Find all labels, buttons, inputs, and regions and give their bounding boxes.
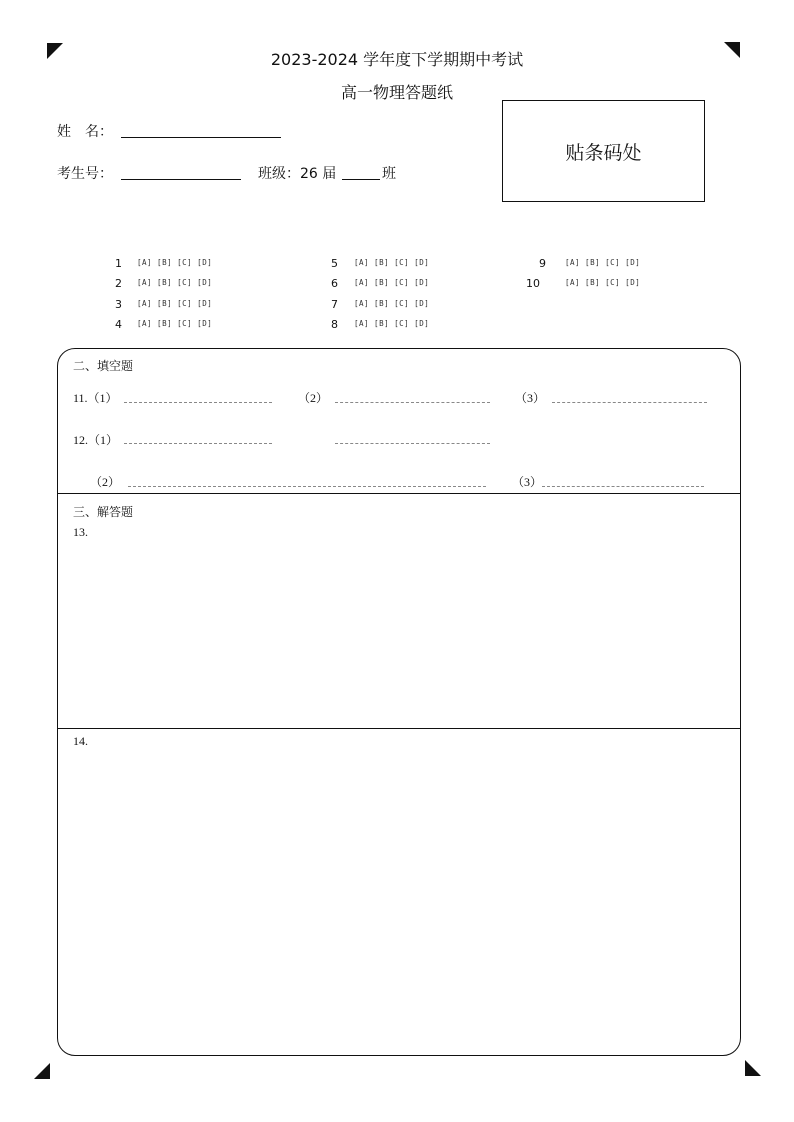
q12-part2-blank[interactable] [128,486,486,487]
exam-number-label: 考生号： [57,166,113,182]
corner-mark-bottom-left [34,1063,50,1079]
mc-answer-options[interactable]: [A] [B] [C] [D] [354,319,430,328]
class-field[interactable] [342,179,380,180]
mc-question-number: 4 [115,318,122,331]
corner-mark-bottom-right [745,1060,761,1076]
q13-answer-area[interactable] [58,540,740,726]
q12-label: 12.（1） [73,433,119,447]
section-divider [57,493,741,494]
q11-part3-blank[interactable] [552,402,707,403]
q11-part2-label: （2） [298,391,329,405]
answer-section-title: 三、解答题 [73,505,134,519]
name-field[interactable] [121,137,281,138]
barcode-box [502,100,705,202]
q11-label: 11.（1） [73,391,118,405]
q11-part2-blank[interactable] [335,402,490,403]
mc-question-number: 10 [526,277,540,290]
question-divider [57,728,741,729]
mc-question-number: 5 [331,257,338,270]
q14-answer-area[interactable] [58,752,740,1042]
q12-part1-blank-2[interactable] [335,443,490,444]
mc-question-number: 8 [331,318,338,331]
mc-question-number: 2 [115,277,122,290]
mc-question-number: 9 [539,257,546,270]
mc-answer-options[interactable]: [A] [B] [C] [D] [354,278,430,287]
exam-title: 2023-2024 学年度下学期期中考试 [270,50,524,69]
mc-question-number: 1 [115,257,122,270]
mc-answer-options[interactable]: [A] [B] [C] [D] [354,299,430,308]
q12-part3-label: （3） [512,475,543,489]
q13-label: 13. [73,525,88,539]
paper-subtitle: 高一物理答题纸 [340,83,453,102]
mc-answer-options[interactable]: [A] [B] [C] [D] [565,258,641,267]
mc-question-number: 3 [115,298,122,311]
mc-answer-options[interactable]: [A] [B] [C] [D] [565,278,641,287]
fill-in-section-title: 二、填空题 [73,359,134,373]
name-label: 姓 名： [57,124,113,140]
q14-label: 14. [73,734,88,748]
mc-answer-options[interactable]: [A] [B] [C] [D] [137,258,213,267]
exam-number-field[interactable] [121,179,241,180]
q12-part1-blank[interactable] [124,443,272,444]
mc-answer-options[interactable]: [A] [B] [C] [D] [137,319,213,328]
barcode-label: 贴条码处 [565,141,642,164]
class-suffix: 班 [382,166,396,182]
mc-question-number: 6 [331,277,338,290]
mc-answer-options[interactable]: [A] [B] [C] [D] [137,299,213,308]
q11-part1-blank[interactable] [124,402,272,403]
mc-answer-options[interactable]: [A] [B] [C] [D] [354,258,430,267]
q12-part2-label: （2） [90,475,121,489]
class-label: 班级：26 届 [258,166,337,182]
mc-question-number: 7 [331,298,338,311]
q11-part3-label: （3） [515,391,546,405]
q12-part3-blank[interactable] [542,486,704,487]
mc-answer-options[interactable]: [A] [B] [C] [D] [137,278,213,287]
